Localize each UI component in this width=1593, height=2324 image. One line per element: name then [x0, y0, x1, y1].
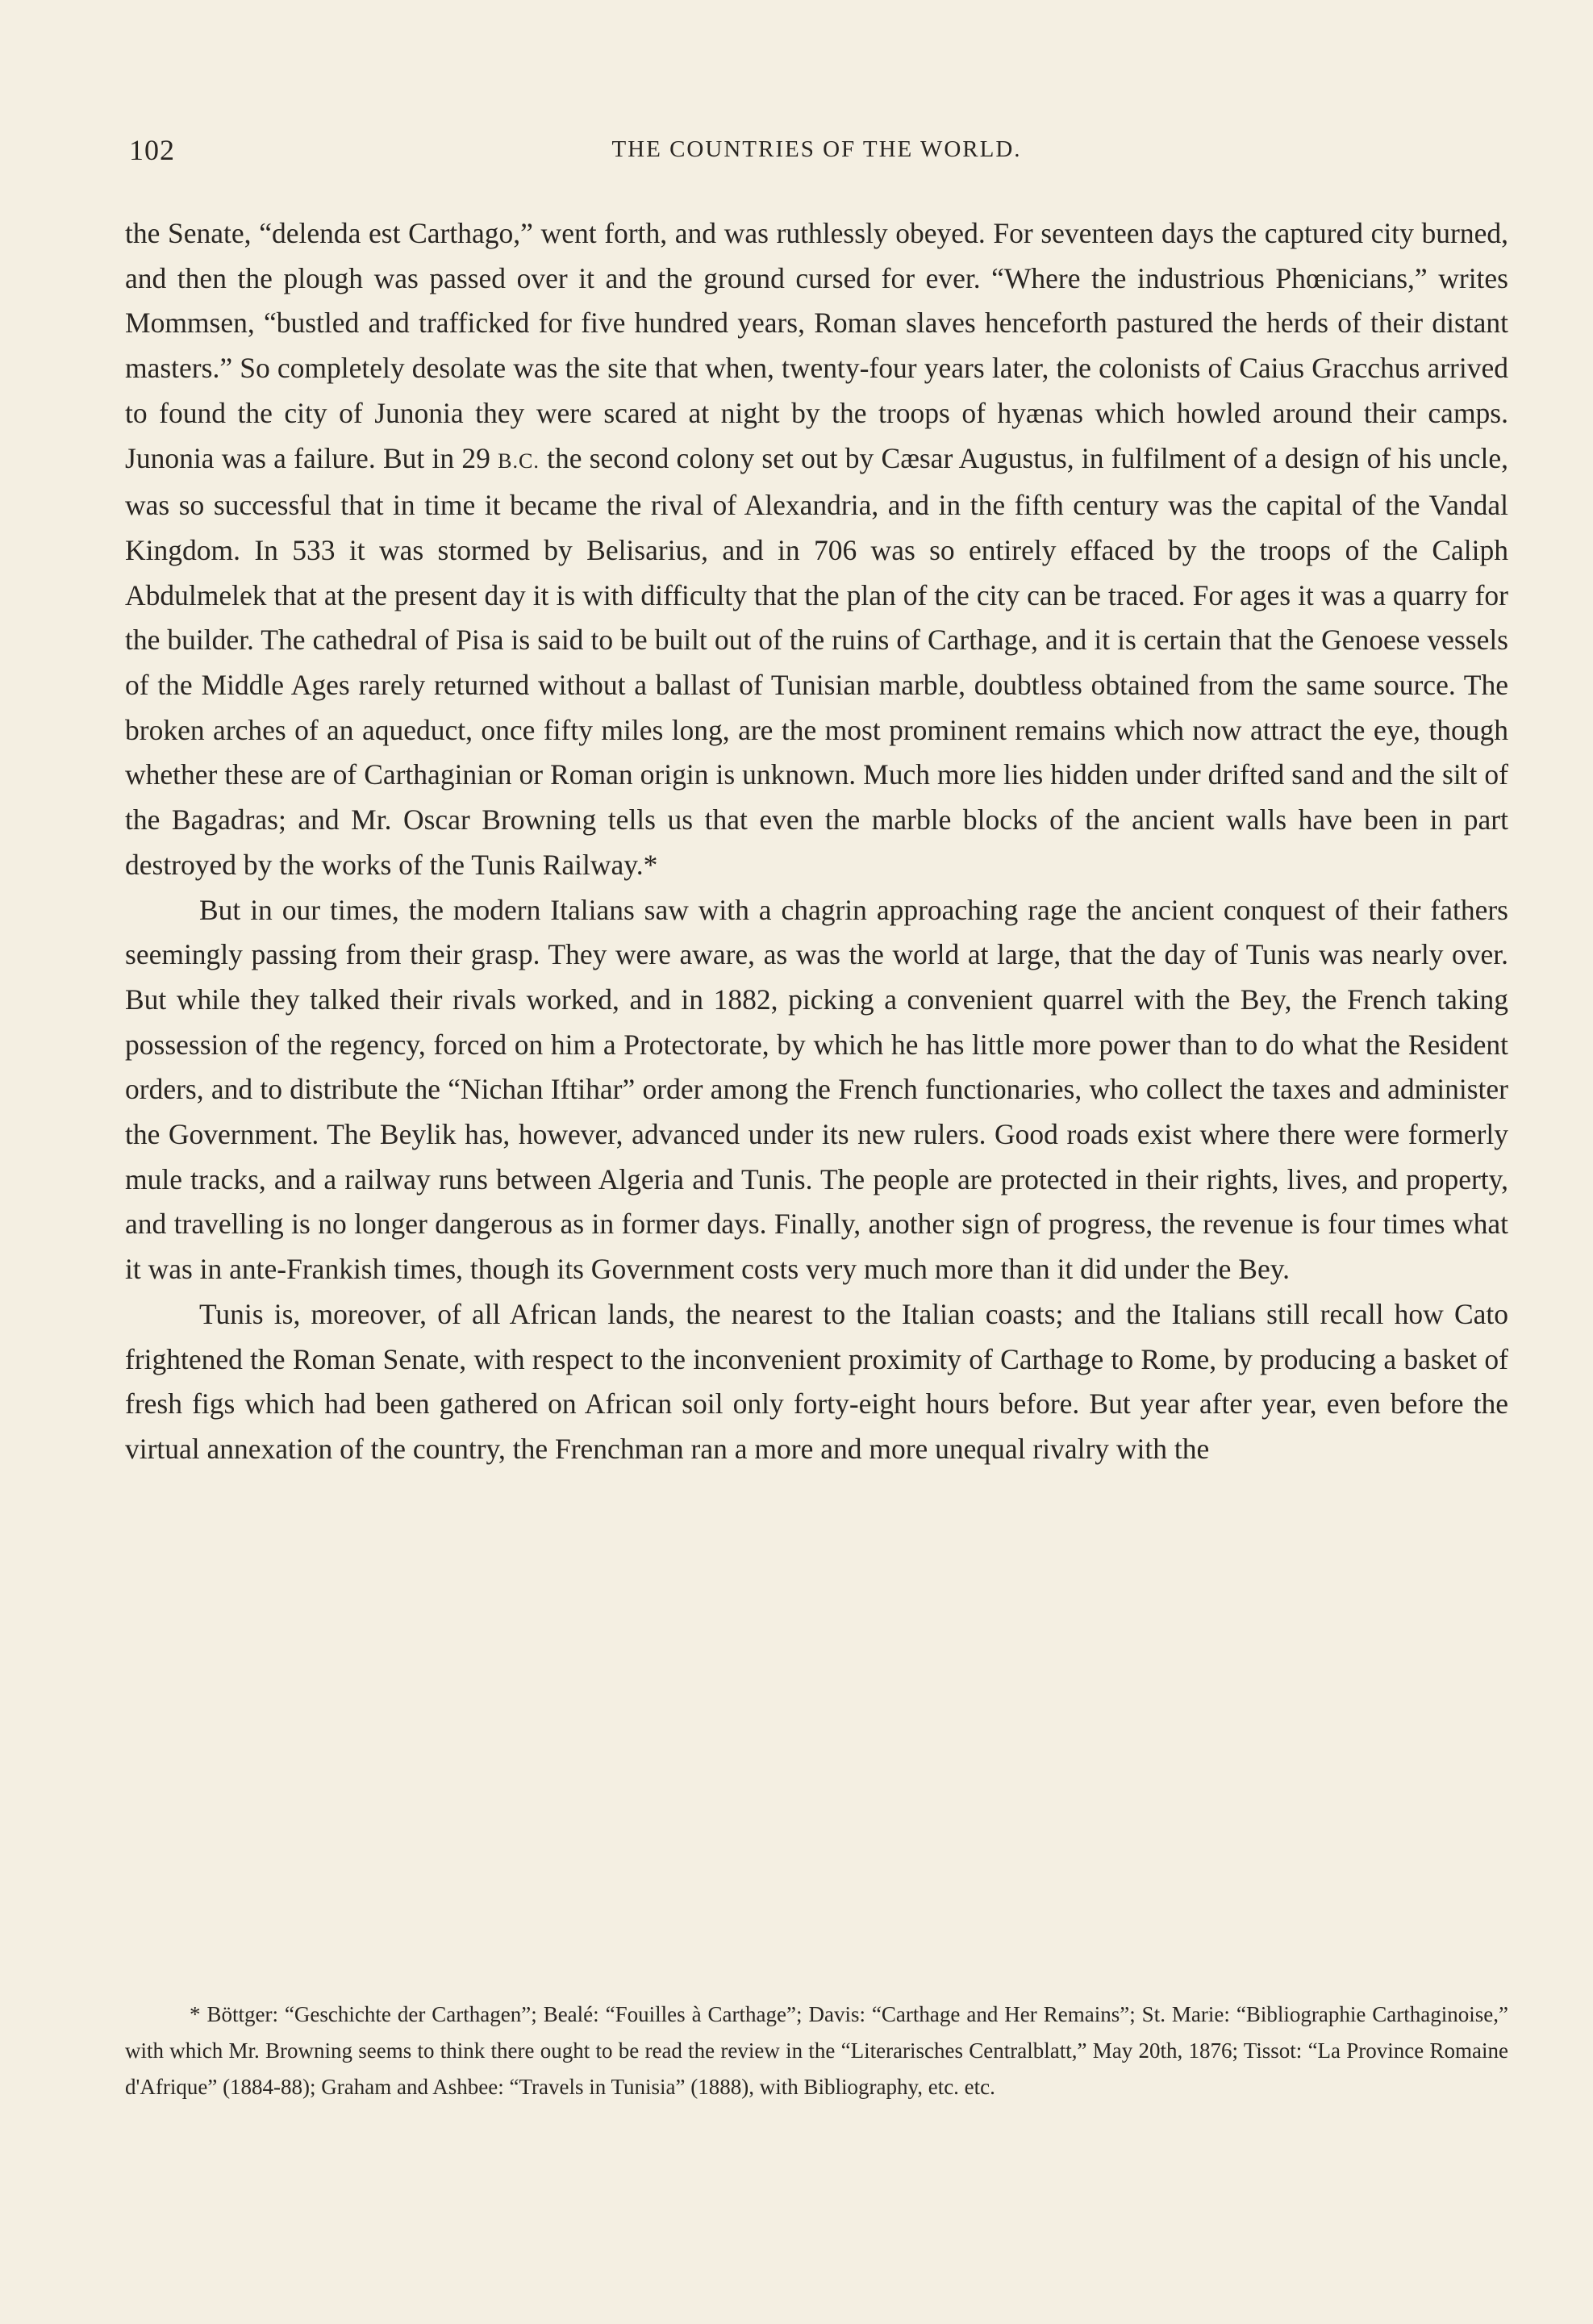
paragraph-3: Tunis is, moreover, of all African lands, the nearest to the Italian coasts; and the Italians still recall how Cato frightened the Roman Senate, with respect to the inconvenient proximity of Carthage to Rome, by producing a basket of fresh figs which had been gathered on African soil only forty-eight hours before. But year after year, even before the virtual annexation of the country, the Frenchman ran a more and more unequal rivalry with the	[125, 1297, 1508, 1465]
running-head	[129, 133, 1504, 173]
paragraph-1-text-a: the Senate, “delenda est Carthago,” went forth, and was ruthlessly obeyed. For seventeen days the captured city burned, and then the plough was passed over it and the ground cursed for ever. “Where the industrious Phœnicians,” writes Mommsen, “bustled and trafficked for five hundred years, Roman slaves henceforth pastured the herds of their distant masters.” So completely desolate was the site that when, twenty-four years later, the colonists of Caius Gracchus arrived to found the city of Junonia they were scared at night by the troops of hyænas which howled around their camps. Junonia was a failure. But in 29	[125, 217, 1508, 474]
paragraph-2: But in our times, the modern Italians saw with a chagrin approaching rage the ancient conquest of their fathers seemingly passing from their grasp. They were aware, as was the world at large, that the day of Tunis was nearly over. But while they talked their rivals worked, and in 1882, picking a convenient quarrel with the Bey, the French taking possession of the regency, forced on him a Protectorate, by which he has little more power than to do what the Resident orders, and to distribute the “Nichan Iftihar” order among the French functionaries, who collect the taxes and administer the Government. The Beylik has, however, advanced under its new rulers. Good roads exist where there were formerly mule tracks, and a railway runs between Algeria and Tunis. The people are protected in their rights, lives, and property, and travelling is no longer dangerous as in former days. Finally, another sign of progress, the revenue is four times what it was in ante-Frankish times, though its Government costs very much more than it did under the Bey.	[125, 893, 1508, 1286]
era-abbreviation: B.C.	[498, 449, 540, 473]
paragraph-1-text-b: the second colony set out by Cæsar Augustus, in fulfilment of a design of his uncle, was so successful that in time it became the rival of Alexandria, and in the fifth century was the capital of the Vandal Kingdom. In 533 it was stormed by Belisarius, and in 706 was so entirely effaced by the troops of the Caliph Abdulmelek that at the present day it is with difficulty that the plan of the city can be traced. For ages it was a quarry for the builder. The cathedral of Pisa is said to be built out of the ruins of Carthage, and it is certain that the Genoese vessels of the Middle Ages rarely returned without a ballast of Tunisian marble, doubtless obtained from the same source. The broken arches of an aqueduct, once fifty miles long, are the most prominent remains which now attract the eye, though whether these are of Carthaginian or Roman origin is unknown. Much more lies hidden under drifted sand and the silt of the Bagadras; and Mr. Oscar Browning tells us that even the marble blocks of the ancient walls have been in part destroyed by the works of the Tunis Railway.*	[125, 441, 1508, 881]
page-number: 102	[129, 134, 175, 166]
footnote: * Böttger: “Geschichte der Carthagen”; Bealé: “Fouilles à Carthage”; Davis: “Carthage and Her Remains”; St. Marie: “Bibliographie Carthaginoise,” with which Mr. Browning seems to think there ought to be read the review in the “Literarisches Centralblatt,” May 20th, 1876; Tissot: “La Province Romaine d'Afrique” (1884-88); Graham and Ashbee: “Travels in Tunisia” (1888), with Bibliography, etc. etc.	[125, 2002, 1508, 2099]
body-text	[125, 211, 1508, 1472]
running-title: THE COUNTRIES OF THE WORLD.	[611, 136, 1022, 162]
paragraph-1	[125, 211, 1508, 888]
